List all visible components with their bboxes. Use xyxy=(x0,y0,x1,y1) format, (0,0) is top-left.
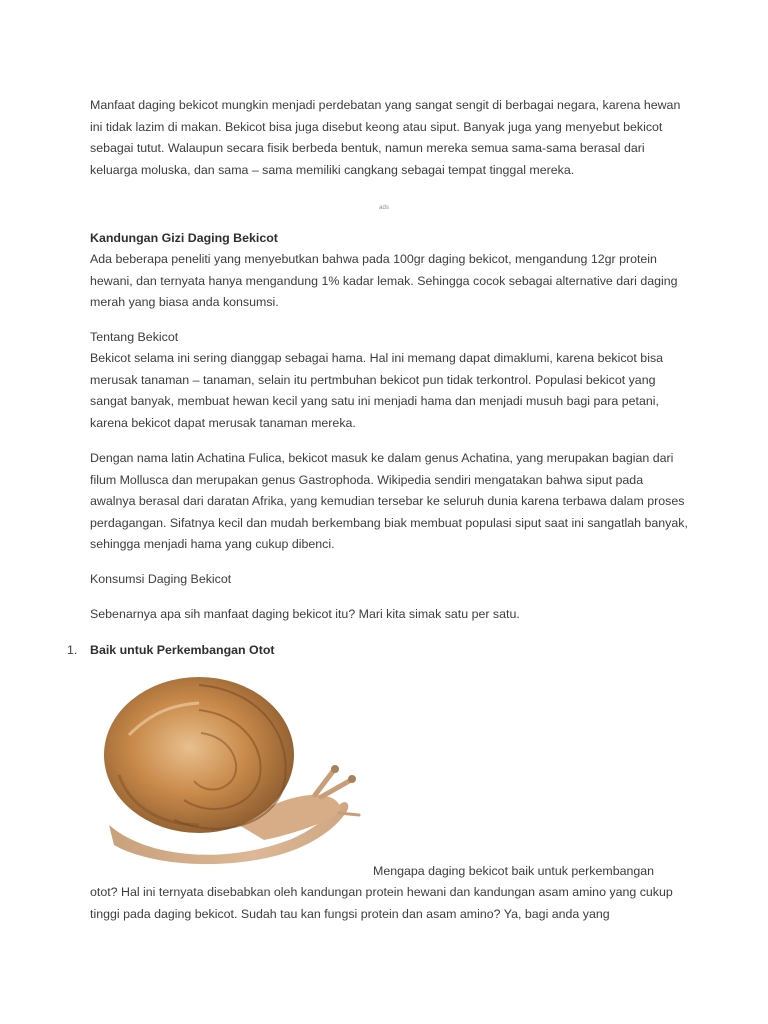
tentang-paragraph: Bekicot selama ini sering dianggap sebagai hama. Hal ini memang dapat dimaklumi, karena bekicot bisa merusak tanaman – tanaman, selain itu pertmbuhan bekicot pun tidak terkontrol. Populasi bekicot yang sangat banyak, membuat hewan kecil yang satu ini menjadi hama dan menjadi musuh bagi para petani, karena bekicot dapat merusak tanaman mereka. xyxy=(90,351,664,430)
snail-photo-icon xyxy=(89,675,373,875)
intro-paragraph: Manfaat daging bekicot mungkin menjadi perdebatan yang sangat sengit di berbagai negara, karena hewan ini tidak lazim di makan. Bekicot bisa juga disebut keong atau siput. Banyak juga yang menyebut bekicot sebagai tutut. Walaupun secara fisik berbeda bentuk, namun mereka semua sama-sama berasal dari keluarga moluska, dan sama – sama memiliki cangkang sebagai tempat tinggal mereka. xyxy=(90,98,681,177)
gizi-heading: Kandungan Gizi Daging Bekicot xyxy=(90,231,278,245)
snail-image xyxy=(89,675,373,875)
konsumsi-paragraph: Sebenarnya apa sih manfaat daging bekicot itu? Mari kita simak satu per satu. xyxy=(90,607,520,621)
ads-label: ads xyxy=(379,205,389,211)
tentang-heading: Tentang Bekicot xyxy=(90,330,179,344)
konsumsi-heading: Konsumsi Daging Bekicot xyxy=(90,572,232,586)
caption-first-line: Mengapa daging bekicot baik untuk perkembangan xyxy=(373,864,655,878)
latin-paragraph: Dengan nama latin Achatina Fulica, bekicot masuk ke dalam genus Achatina, yang merupakan bagian dari filum Mollusca dan merupakan genus Gastrophoda. Wikipedia sendiri mengatakan bahwa siput pada awalnya berasal dari daratan Afrika, yang kemudian tersebar ke seluruh dunia karena terbawa dalam proses perdagangan. Sifatnya kecil dan mudah berkembang biak membuat populasi siput saat ini sangatlah banyak, sehingga menjadi hama yang cukup dibenci. xyxy=(90,451,688,552)
list-item-title: Baik untuk Perkembangan Otot xyxy=(90,643,275,657)
gizi-paragraph: Ada beberapa peneliti yang menyebutkan bahwa pada 100gr daging bekicot, mengandung 12gr protein hewani, dan ternyata hanya mengandung 1% kadar lemak. Sehingga cocok sebagai alternative dari daging merah yang biasa anda konsumsi. xyxy=(90,252,678,310)
list-item-number: 1. xyxy=(67,643,78,657)
caption-paragraph: otot? Hal ini ternyata disebabkan oleh kandungan protein hewani dan kandungan asam amino yang cukup tinggi pada daging bekicot. Sudah tau kan fungsi protein dan asam amino? Ya, bagi anda yang xyxy=(90,885,673,921)
